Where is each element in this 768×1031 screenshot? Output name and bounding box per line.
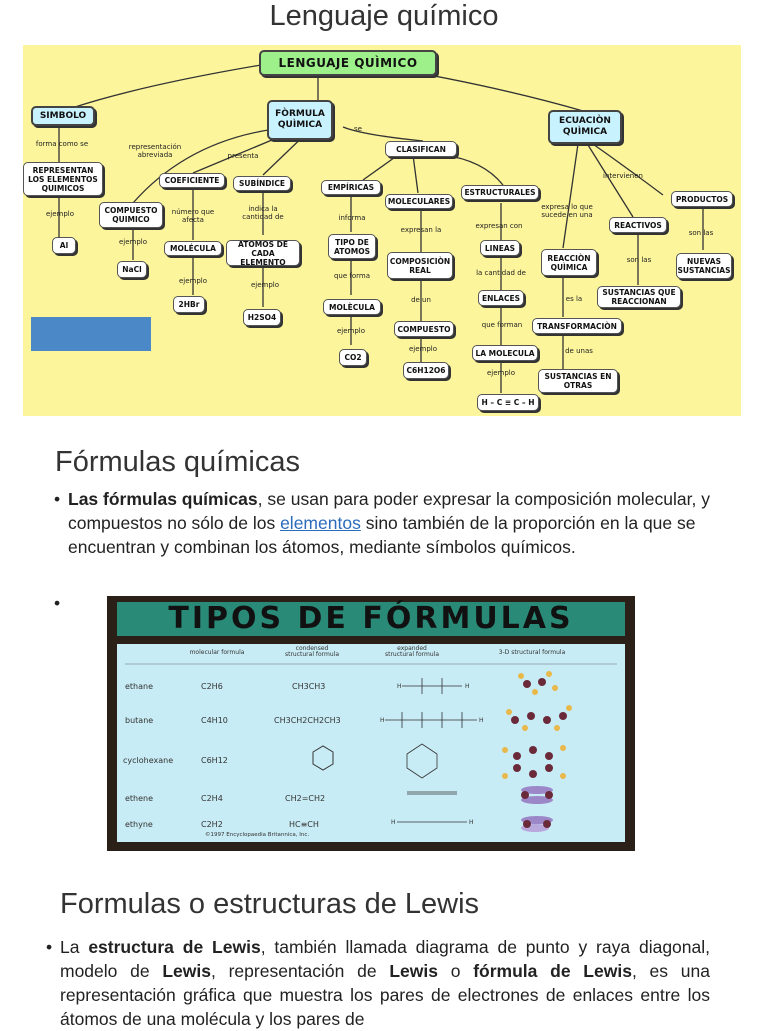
- label-expresa-lo-que: expresa lo que sucede en una: [541, 203, 593, 219]
- row-butane: butane: [125, 716, 154, 725]
- representan-node: REPRESENTAN LOS ELEMENTOS QUIMICOS: [23, 162, 103, 196]
- bullet-dot: •: [54, 489, 61, 509]
- mol-cyclohexane: C6H12: [201, 756, 228, 765]
- section-heading-formulas: Fórmulas químicas: [55, 446, 300, 478]
- empiricas-node: EMPÍRICAS: [321, 180, 381, 195]
- c6h12o6-node: C6H12O6: [403, 362, 449, 379]
- lewis-paragraph: • La estructura de Lewis, también llamada diagrama de punto y raya diagonal, modelo de Lewis, representación de Lewis o fórmula de Lewis, es una representación gráfica que muestra los pares de electrones de enlaces entre los átomos de una molécula y los pares de: [46, 937, 710, 1029]
- cond-ethyne: HC≡CH: [289, 820, 319, 829]
- label-que-forman: que forman: [481, 321, 523, 329]
- label-ejemplo-4: ejemplo: [250, 281, 280, 289]
- lineas-node: LINEAS: [480, 240, 520, 256]
- concept-map: [23, 45, 741, 416]
- sustancias-que-reaccionan-node: SUSTANCIAS QUE REACCIONAN: [597, 286, 681, 308]
- label-presenta: presenta: [227, 152, 259, 160]
- bold-lead: Las fórmulas químicas: [68, 489, 258, 509]
- 2hbr-node: 2HBr: [173, 296, 205, 313]
- label-informa: informa: [338, 214, 366, 222]
- page-title: Lenguaje químico: [269, 0, 499, 32]
- subindice-node: SUBÍNDICE: [233, 176, 291, 191]
- compuesto-node: COMPUESTO: [394, 321, 454, 337]
- label-indica-cantidad: indica la cantidad de: [242, 205, 284, 221]
- label-representacion-abreviada: representación abreviada: [128, 143, 182, 159]
- mol-butane: C4H10: [201, 716, 228, 725]
- blue-overlay-rect: [31, 317, 151, 351]
- col-molecular: molecular formula: [189, 649, 245, 656]
- coeficiente-node: COEFICIENTE: [159, 173, 225, 188]
- mol-ethyne: C2H2: [201, 820, 223, 829]
- section-heading-lewis: Formulas o estructuras de Lewis: [60, 888, 480, 920]
- label-numero-que-afecta: número que afecta: [171, 208, 215, 224]
- atomos-cada-elemento-node: ATOMOS DE CADA ELEMENTO: [226, 240, 300, 266]
- structure-drawings: [117, 644, 625, 842]
- tipos-formulas-image: [107, 596, 635, 851]
- row-cyclohexane: cyclohexane: [123, 756, 174, 765]
- nuevas-sustancias-node: NUEVAS SUSTANCIAS: [676, 253, 732, 279]
- moleculares-node: MOLECULARES: [385, 194, 453, 209]
- productos-node: PRODUCTOS: [671, 191, 733, 207]
- col-condensed: condensed structural formula: [284, 645, 340, 658]
- elementos-link[interactable]: elementos: [280, 513, 361, 533]
- label-ejemplo-6: ejemplo: [408, 345, 438, 353]
- label-ejemplo-1: ejemplo: [45, 210, 75, 218]
- label-ejemplo-7: ejemplo: [486, 369, 516, 377]
- cond-butane: CH3CH2CH2CH3: [274, 716, 341, 725]
- reactivos-node: REACTIVOS: [609, 217, 667, 233]
- row-ethane: ethane: [125, 682, 154, 691]
- label-son-las-1: son las: [688, 229, 714, 237]
- root-node: LENGUAJE QUÌMICO: [259, 50, 437, 76]
- label-se: se: [354, 125, 362, 133]
- co2-node: CO2: [339, 349, 367, 366]
- la-molecula-node: LA MOLECULA: [472, 345, 538, 361]
- bullet-dot-lewis: •: [46, 937, 53, 957]
- formula-quimica-node: FÒRMULA QUÌMICA: [267, 100, 333, 140]
- row-ethene: ethene: [125, 794, 154, 803]
- svg-text:H: H: [391, 819, 396, 826]
- molecula-node: MOLÉCULA: [164, 241, 222, 256]
- tipos-title: TIPOS DE FÓRMULAS: [117, 602, 625, 636]
- enlaces-node: ENLACES: [478, 290, 524, 306]
- label-que-forma: que forma: [333, 272, 371, 280]
- cond-ethane: CH3CH3: [292, 682, 326, 691]
- h2so4-node: H2SO4: [243, 309, 281, 326]
- h-c-c-h-node: H – C ≡ C – H: [477, 394, 539, 411]
- copyright: ©1997 Encyclopaedia Britannica, Inc.: [205, 832, 310, 838]
- nacl-node: NaCl: [117, 261, 147, 278]
- col-3d: 3-D structural formula: [498, 649, 566, 656]
- sustancias-en-otras-node: SUSTANCIAS EN OTRAS: [538, 369, 618, 393]
- estructurales-node: ESTRUCTURALES: [461, 185, 539, 200]
- svg-text:H: H: [380, 717, 385, 724]
- label-la-cantidad-de: la cantidad de: [476, 269, 526, 277]
- ecuacion-quimica-node: ECUACIÒN QUÌMICA: [548, 110, 622, 144]
- label-intervienen: intervienen: [603, 172, 643, 180]
- svg-text:H: H: [469, 819, 474, 826]
- label-expresan-la: expresan la: [400, 226, 442, 234]
- label-son-las-2: son las: [626, 256, 652, 264]
- label-ejemplo-2: ejemplo: [118, 238, 148, 246]
- mol-ethane: C2H6: [201, 682, 223, 691]
- col-expanded: expanded structural formula: [384, 645, 440, 658]
- mol-ethene: C2H4: [201, 794, 223, 803]
- transformacion-node: TRANSFORMACIÒN: [532, 318, 622, 334]
- label-de-unas: de unas: [565, 347, 593, 355]
- row-ethyne: ethyne: [125, 820, 153, 829]
- cond-ethene: CH2=CH2: [285, 794, 326, 803]
- text-a: , se usan para poder expresar la composición molecular, y compuestos no sólo de los: [68, 489, 710, 533]
- tipo-atomos-node: TIPO DE ATOMOS: [328, 234, 376, 259]
- compuesto-quimico-node: COMPUESTO QUIMICO: [99, 202, 163, 228]
- text-b: sino también de la proporción en la que se encuentran y combinan los átomos, mediante símbolos químicos.: [68, 513, 696, 557]
- molecula2-node: MOLÈCULA: [323, 299, 381, 315]
- formulas-paragraph: [54, 487, 718, 559]
- svg-text:H: H: [465, 683, 470, 690]
- tipos-table: [117, 644, 625, 842]
- clasifican-node: CLASIFICAN: [385, 141, 457, 157]
- label-es-la: es la: [565, 295, 583, 303]
- simbolo-node: SIMBOLO: [31, 106, 95, 126]
- al-node: Al: [52, 237, 76, 254]
- svg-text:H: H: [397, 683, 402, 690]
- label-forma-como-se: forma como se: [35, 140, 89, 148]
- label-expresan-con: expresan con: [475, 222, 523, 230]
- svg-text:H: H: [479, 717, 484, 724]
- composicion-real-node: COMPOSICIÒN REAL: [387, 252, 453, 279]
- reaccion-quimica-node: REACCIÒN QUÌMICA: [541, 249, 597, 276]
- label-ejemplo-3: ejemplo: [178, 277, 208, 285]
- label-de-un: de un: [411, 296, 431, 304]
- label-ejemplo-5: ejemplo: [336, 327, 366, 335]
